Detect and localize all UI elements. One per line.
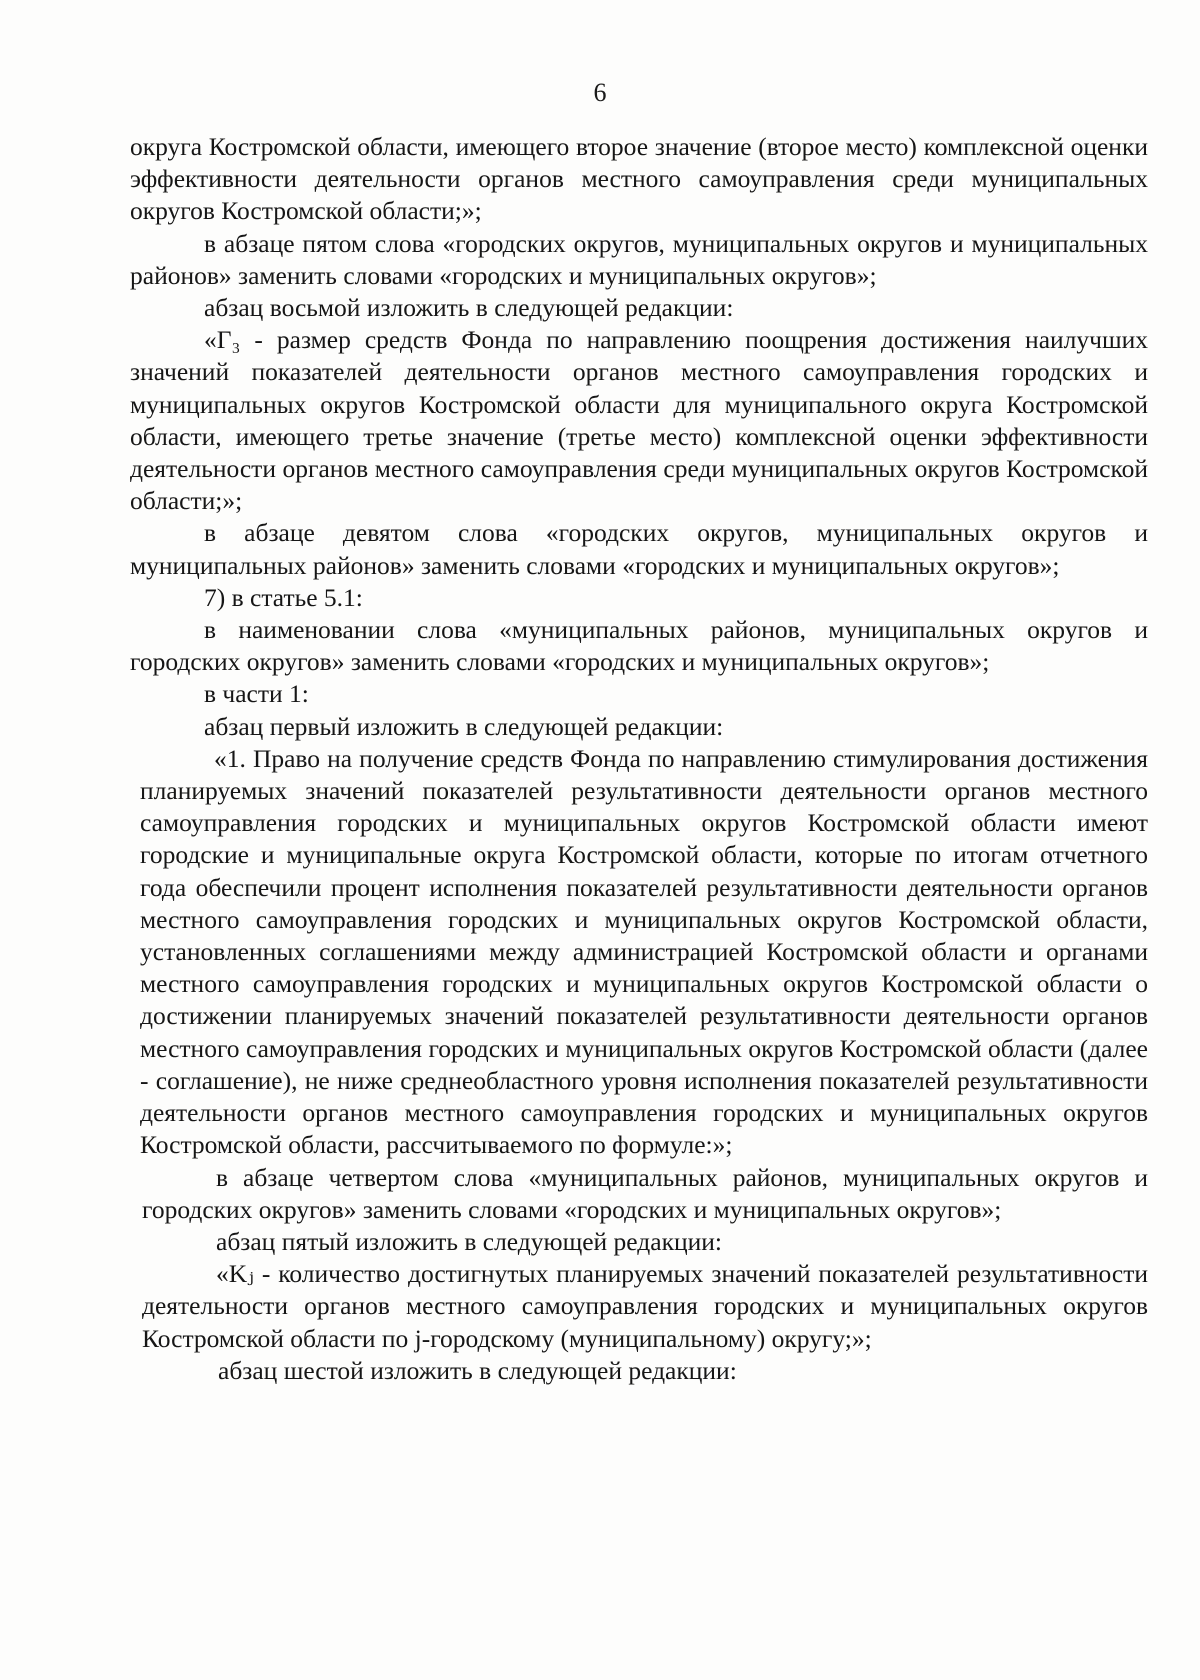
- paragraph-abzac-1-intro: абзац первый изложить в следующей редакции:: [204, 711, 724, 741]
- paragraph-kj-definition: «Kⱼ - количество достигнутых планируемых значений показателей результативности деятельности органов местного самоуправления городских и муниципальных округов Костромской области по j-городскому (муниципальному) округу;»;: [142, 1259, 1148, 1353]
- paragraph-amendment-abzac-5: в абзаце пятом слова «городских округов, муниципальных округов и муниципальных районов» заменить словами «городских и муниципальных округов»;: [130, 228, 1148, 290]
- paragraph-article-5-1: 7) в статье 5.1:: [204, 582, 363, 612]
- page-number: 6: [593, 78, 607, 107]
- paragraph-amendment-abzac-9: в абзаце девятом слова «городских округов, муниципальных округов и муниципальных районов» заменить словами «городских и муниципальных округов»;: [130, 518, 1148, 580]
- paragraph-title-amendment: в наименовании слова «муниципальных районов, муниципальных округов и городских округов» заменить словами «городских и муниципальных округов»;: [130, 615, 1148, 677]
- document-body: [130, 131, 1148, 1387]
- paragraph-amendment-abzac-4: в абзаце четвертом слова «муниципальных районов, муниципальных округов и городских округов» заменить словами «городских и муниципальных округов»;: [142, 1162, 1148, 1224]
- paragraph-continuation: округа Костромской области, имеющего второе значение (второе место) комплексной оценки эффективности деятельности органов местного самоуправления среди муниципальных округов Костромской области;»;: [130, 132, 1148, 226]
- paragraph-right-to-funds: «1. Право на получение средств Фонда по направлению стимулирования достижения планируемых значений показателей результативности деятельности органов местного самоуправления городских и муниципальных округов Костромской области имеют городские и муниципальные округа Костромской области, которые по итогам отчетного года обеспечили процент исполнения показателей результативности деятельности органов местного самоуправления городских и муниципальных округов Костромской области, установленных соглашениями между администрацией Костромской области и органами местного самоуправления городских и муниципальных округов Костромской области о достижении планируемых значений показателей результативности деятельности органов местного самоуправления городских и муниципальных округов Костромской области (далее - соглашение), не ниже среднеобластного уровня исполнения показателей результативности деятельности органов местного самоуправления городских и муниципальных округов Костромской области, рассчитываемого по формуле:»;: [140, 743, 1148, 1160]
- paragraph-part-1: в части 1:: [204, 679, 309, 709]
- paragraph-g3-definition: «Г₃ - размер средств Фонда по направлению поощрения достижения наилучших значений показателей деятельности органов местного самоуправления городских и муниципальных округов Костромской области для муниципального округа Костромской области, имеющего третье значение (третье место) комплексной оценки эффективности деятельности органов местного самоуправления среди муниципальных округов Костромской области;»;: [130, 325, 1148, 516]
- paragraph-abzac-6-intro: абзац шестой изложить в следующей редакции:: [218, 1355, 737, 1385]
- paragraph-abzac-5-intro: абзац пятый изложить в следующей редакции:: [216, 1226, 722, 1256]
- paragraph-abzac-8-intro: абзац восьмой изложить в следующей редакции:: [204, 293, 734, 323]
